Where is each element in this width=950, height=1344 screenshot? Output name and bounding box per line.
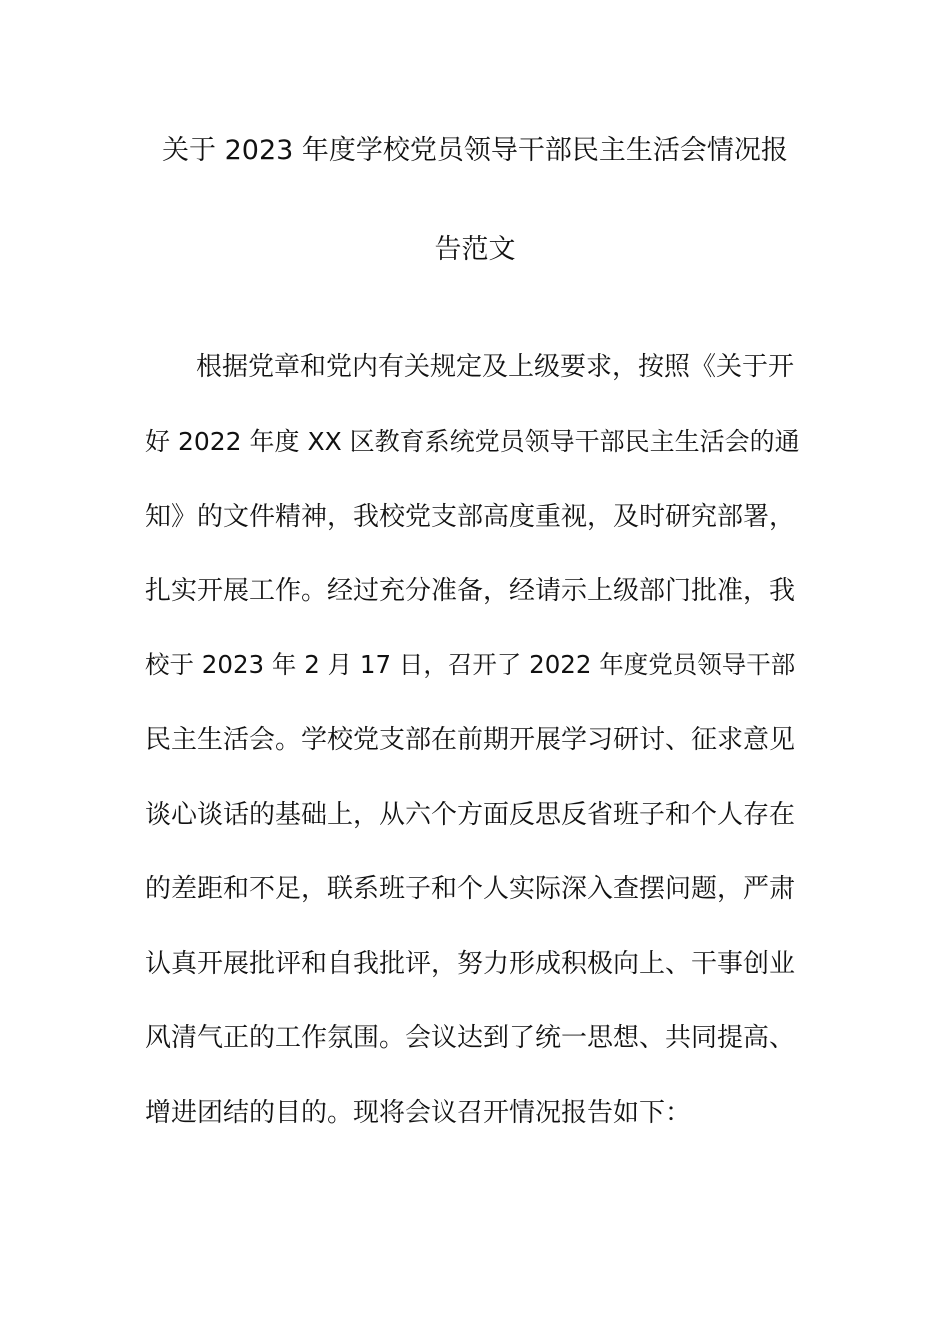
document-title-line-2: 告范文 [434, 234, 516, 265]
body-line-11: 增进团结的目的。现将会议召开情况报告如下： [145, 1098, 692, 1128]
body-line-7: 谈心谈话的基础上，从六个方面反思反省班子和个人存在 [145, 800, 796, 830]
body-line-9: 认真开展批评和自我批评，努力形成积极向上、干事创业 [145, 949, 796, 979]
body-line-1: 根据党章和党内有关规定及上级要求，按照《关于开 [196, 352, 795, 382]
body-line-6: 民主生活会。学校党支部在前期开展学习研讨、征求意见 [145, 725, 796, 755]
body-line-5: 校于 2023 年 2 月 17 日，召开了 2022 年度党员领导干部 [145, 650, 796, 679]
document-title-line-1: 关于 2023 年度学校党员领导干部民主生活会情况报 [162, 135, 788, 166]
body-line-4: 扎实开展工作。经过充分准备，经请示上级部门批准，我 [145, 576, 796, 606]
body-line-10: 风清气正的工作氛围。会议达到了统一思想、共同提高、 [145, 1023, 796, 1053]
body-line-8: 的差距和不足，联系班子和个人实际深入查摆问题，严肃 [145, 874, 796, 904]
body-line-3: 知》的文件精神，我校党支部高度重视，及时研究部署， [145, 502, 796, 532]
body-line-2: 好 2022 年度 XX 区教育系统党员领导干部民主生活会的通 [145, 427, 800, 456]
